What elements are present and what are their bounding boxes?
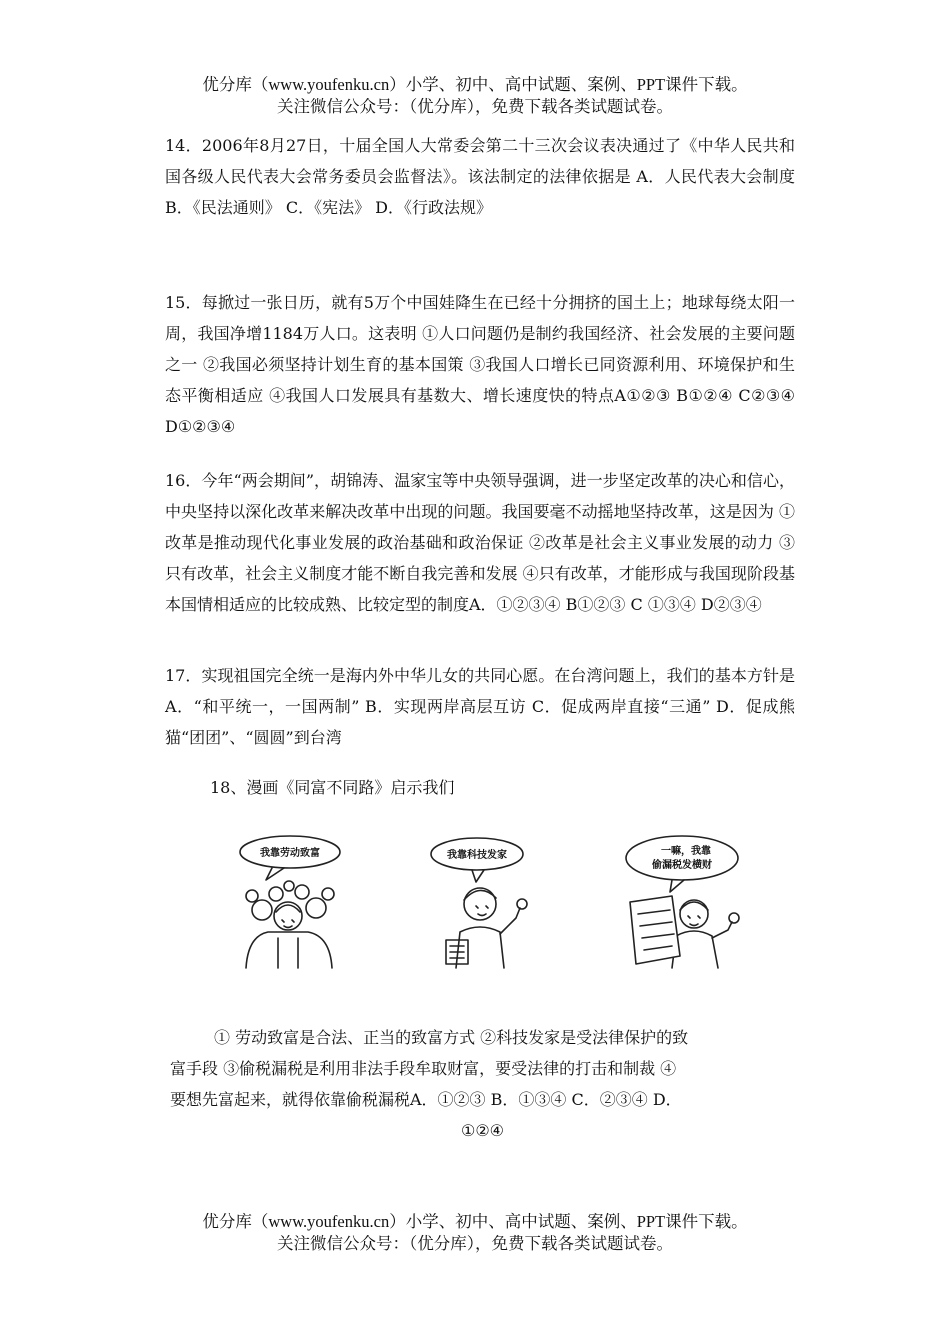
page-footer (0, 1211, 950, 1255)
question-15 (165, 287, 795, 442)
question-17 (165, 660, 795, 753)
bubble-labor-text: 我靠劳动致富 (260, 848, 320, 859)
question-18-options-line-4: ①②④ (460, 1121, 505, 1140)
bubble-technology-text: 我靠科技发家 (447, 850, 507, 861)
question-14 (165, 130, 795, 223)
question-18-options-line-2: 富手段 ③偷税漏税是利用非法手段牟取财富，要受法律的打击和制裁 ④ (170, 1059, 677, 1078)
footer-line-1: 优分库（www.youfenku.cn）小学、初中、高中试题、案例、PPT课件下载。 (202, 1212, 748, 1231)
question-18-options-line-1: ① 劳动致富是合法、正当的致富方式 ②科技发家是受法律保护的致 (214, 1028, 689, 1047)
question-16 (165, 465, 795, 620)
question-16-text: 16．今年“两会期间”，胡锦涛、温家宝等中央领导强调，进一步坚定改革的决心和信心，中央坚持以深化改革来解决改革中出现的问题。我国要毫不动摇地坚持改革，这是因为 ①改革是推动现代化事业发展的政治基础和政治保证 ②改革是社会主义事业发展的动力 ③只有改革，社会主义制度才能不断自我完善和发展 ④只有改革，才能形成与我国现阶段基本国情相适应的比较成熟、比较定型的制度A．①②③④ B①②③ C ①③④ D②③④ (165, 471, 795, 614)
header-line-2: 关注微信公众号：（优分库），免费下载各类试题试卷。 (277, 97, 673, 116)
question-15-text: 15．每掀过一张日历，就有5万个中国娃降生在已经十分拥挤的国土上；地球每绕太阳一周，我国净增1184万人口。这表明 ①人口问题仍是制约我国经济、社会发展的主要问题之一 ②我国必须坚持计划生育的基本国策 ③我国人口增长已同资源利用、环境保护和生态平衡相适应 ④我国人口发展具有基数大、增长速度快的特点A①②③ B①②④ C②③④ D①②③④ (165, 293, 795, 436)
question-17-text: 17．实现祖国完全统一是海内外中华儿女的共同心愿。在台湾问题上，我们的基本方针是A．“和平统一，一国两制” B．实现两岸高层互访 C．促成两岸直接“三通” D．促成熊猫“团团”、“圆圆”到台湾 (165, 666, 795, 747)
bubble-tax-text-line-1: 一嘛，我靠 (661, 846, 711, 857)
question-18-title (210, 772, 710, 803)
footer-line-2: 关注微信公众号：（优分库），免费下载各类试题试卷。 (277, 1234, 673, 1253)
header-line-1: 优分库（www.youfenku.cn）小学、初中、高中试题、案例、PPT课件下载。 (202, 75, 748, 94)
bubble-tax-text-line-2: 偷漏税发横财 (652, 860, 712, 871)
question-18-options (170, 1022, 795, 1146)
cartoon-drawing (232, 828, 752, 978)
question-18-title-text: 18、漫画《同富不同路》启示我们 (210, 778, 455, 797)
cartoon-same-wealth-different-paths (232, 828, 752, 978)
question-18-options-line-3: 要想先富起来，就得依靠偷税漏税A．①②③ B．①③④ C．②③④ D． (170, 1090, 682, 1109)
page-header (0, 74, 950, 118)
question-14-text: 14．2006年8月27日，十届全国人大常委会第二十三次会议表决通过了《中华人民共和国各级人民代表大会常务委员会监督法》。该法制定的法律依据是 A．人民代表大会制度 B．《民法通则》 C．《宪法》 D．《行政法规》 (165, 136, 795, 217)
